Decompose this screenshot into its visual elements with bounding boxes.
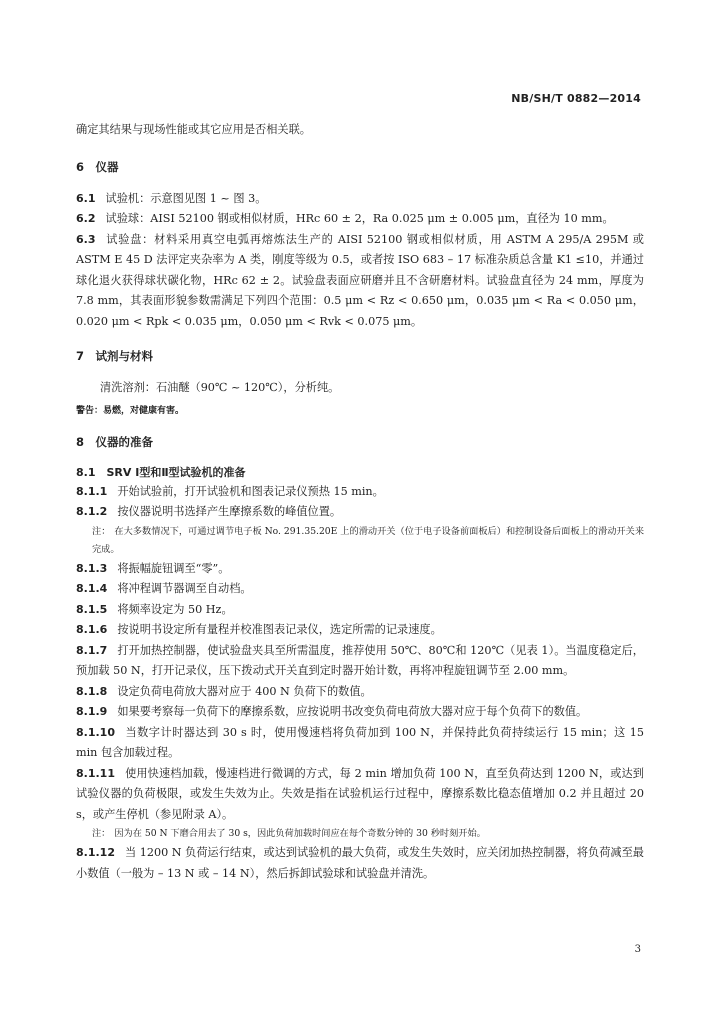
clause-number: 8.1.2 xyxy=(76,505,108,518)
clause-number: 8.1.7 xyxy=(76,643,108,657)
clause-8-1-8 xyxy=(76,682,644,703)
clause-number: 6.3 xyxy=(76,232,96,246)
standard-code-header: NB/SH/T 0882—2014 xyxy=(511,92,641,105)
clause-text: 设定负荷电荷放大器对应于 400 N 负荷下的数值。 xyxy=(117,684,372,698)
clause-text: 打开加热控制器，使试验盘夹具至所需温度，推荐使用 50℃、80℃和 120℃（见表 1）。当温度稳定后，预加载 50 N，打开记录仪，压下拨动式开关直到定时器开始计数，再将冲程旋钮调节至 2.00 mm。 xyxy=(76,643,644,677)
clause-text: 当 1200 N 负荷运行结束，或达到试验机的最大负荷，或发生失效时，应关闭加热控制器，将负荷减至最小数值（一般为 – 13 N 或 – 14 N），然后拆卸试验球和试验盘并清洗。 xyxy=(76,846,644,880)
subsection-8-1-heading: 8.1 SRV Ⅰ型和Ⅱ型试验机的准备 xyxy=(76,465,246,479)
clause-number: 8.1.10 xyxy=(76,725,115,739)
clause-number: 8.1.5 xyxy=(76,602,108,616)
clause-6-3 xyxy=(76,230,644,333)
note-8-1-2 xyxy=(92,523,644,559)
section-6-heading: 6 仪器 xyxy=(76,159,119,174)
clause-number: 8.1.12 xyxy=(76,846,115,859)
note-label: 注： xyxy=(92,828,111,839)
section-8-heading: 8 仪器的准备 xyxy=(76,434,154,449)
clause-6-1 xyxy=(76,189,644,210)
clause-number: 6.1 xyxy=(76,191,96,205)
clause-text: 将振幅旋钮调至“零”。 xyxy=(117,561,230,575)
clause-8-1-2 xyxy=(76,502,644,523)
clause-8-1-9 xyxy=(76,702,644,723)
clause-number: 8.1.6 xyxy=(76,623,108,636)
clause-number: 8.1.3 xyxy=(76,561,108,575)
clause-8-1-10 xyxy=(76,723,644,764)
clause-8-1-3 xyxy=(76,559,644,580)
clause-number: 8.1.9 xyxy=(76,705,108,718)
clause-8-1-1 xyxy=(76,482,644,503)
clause-6-2 xyxy=(76,209,644,230)
clause-8-1-5 xyxy=(76,600,644,621)
clause-text: 按说明书设定所有量程并校准图表记录仪，选定所需的记录速度。 xyxy=(117,623,442,636)
clause-8-1-7 xyxy=(76,641,644,682)
clause-number: 8.1.1 xyxy=(76,484,108,498)
note-text: 因为在 50 N 下磨合用去了 30 s，因此负荷加载时间应在每个奇数分钟的 30 秒时刻开始。 xyxy=(114,828,486,839)
clause-number: 8.1.4 xyxy=(76,582,108,595)
clause-8-1-4 xyxy=(76,579,644,600)
clause-text: 试验盘：材料采用真空电弧再熔炼法生产的 AISI 52100 钢或相似材质，用 ASTM A 295/A 295M 或 ASTM E 45 D 法评定夹杂率为 A 类，刚度等级为 0.5，或者按 ISO 683 – 17 标准杂质总含量 K1 ≤10，并通过球化退火获得球状碳化物，HRc 62 ± 2。试验盘表面应研磨并且不含研磨材料。试验盘直径为 24 mm，厚度为 7.8 mm，其表面形貌参数需满足下列四个范围：0.5 μm < Rz < 0.650 μm，0.035 μm < Ra < 0.050 μm，0.020 μm < Rpk < 0.035 μm，0.050 μm < Rvk < 0.075 μm。 xyxy=(76,232,644,328)
clause-text: 将冲程调节器调至自动档。 xyxy=(117,582,252,595)
clause-text: 如果要考察每一负荷下的摩擦系数，应按说明书改变负荷电荷放大器对应于每个负荷下的数值。 xyxy=(117,705,588,718)
clause-text: 开始试验前，打开试验机和图表记录仪预热 15 min。 xyxy=(117,484,384,498)
clause-text: 试验球：AISI 52100 钢或相似材质，HRc 60 ± 2，Ra 0.025 μm ± 0.005 μm，直径为 10 mm。 xyxy=(105,212,614,225)
clause-text: 按仪器说明书选择产生摩擦系数的峰值位置。 xyxy=(117,505,342,518)
clause-text: 当数字计时器达到 30 s 时，使用慢速档将负荷加到 100 N，并保持此负荷持续运行 15 min；这 15 min 包含加载过程。 xyxy=(76,725,644,759)
note-text: 在大多数情况下，可通过调节电子板 No. 291.35.20E 上的滑动开关（位于电子设备前面板后）和控制设备后面板上的滑动开关来完成。 xyxy=(92,525,645,555)
clause-number: 6.2 xyxy=(76,212,96,225)
clause-8-1-6 xyxy=(76,620,644,641)
clause-text: 试验机：示意图见图 1 ~ 图 3。 xyxy=(105,191,267,205)
clause-text: 使用快速档加载，慢速档进行微调的方式，每 2 min 增加负荷 100 N，直至负荷达到 1200 N，或达到试验仪器的负荷极限，或发生失效为止。失效是指在试验机运行过程中，摩擦系数比稳态值增加 0.2 并且超过 20 s，或产生停机（参见附录 A）。 xyxy=(76,766,644,821)
clause-text: 将频率设定为 50 Hz。 xyxy=(117,602,233,616)
clause-number: 8.1.8 xyxy=(76,684,108,698)
note-8-1-11 xyxy=(92,825,644,843)
solvent-text: 清洗溶剂：石油醚（90℃ ~ 120℃），分析纯。 xyxy=(100,381,340,394)
section-7-heading: 7 试剂与材料 xyxy=(76,349,154,363)
clause-8-1-11 xyxy=(76,764,644,826)
clause-8-1-12 xyxy=(76,843,644,884)
warning-text: 警告：易燃，对健康有害。 xyxy=(76,405,185,416)
intro-paragraph: 确定其结果与现场性能或其它应用是否相关联。 xyxy=(76,123,311,136)
page-number: 3 xyxy=(634,944,641,955)
clause-number: 8.1.11 xyxy=(76,766,115,780)
document-body xyxy=(76,120,644,884)
note-label: 注： xyxy=(92,525,111,537)
